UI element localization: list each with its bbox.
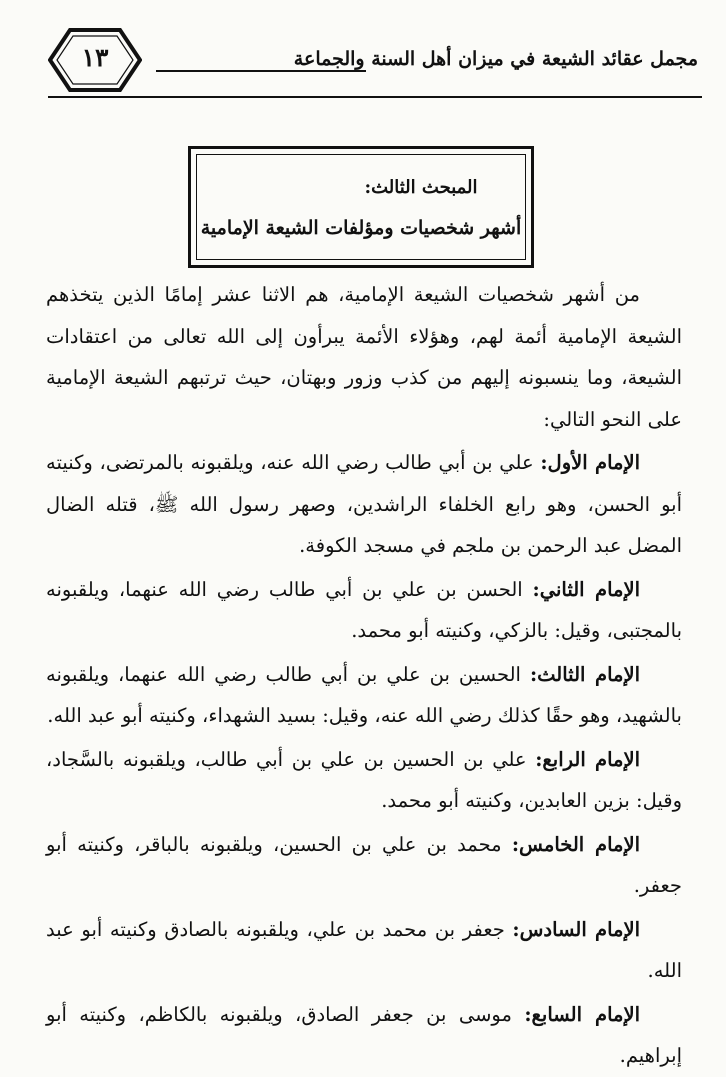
header-rule <box>48 96 702 98</box>
imam-name: الإمام الخامس: <box>511 832 640 856</box>
imam-name: الإمام الأول: <box>540 451 640 474</box>
imam-paragraph-5 <box>46 824 682 907</box>
intro-paragraph: من أشهر شخصيات الشيعة الإمامية، هم الاثنا عشر إمامًا الذين يتخذهم الشيعة الإمامية أئمة لهم، وهؤلاء الأئمة يبرأون إلى الله تعالى من اعتقادات الشيعة، وما ينسبونه إليهم من كذب وزور وبهتان، حيث ترتبهم الشيعة الإمامية على النحو التالي: <box>46 283 682 431</box>
running-title: مجمل عقائد الشيعة في ميزان أهل السنة والجماعة <box>293 48 698 70</box>
imam-paragraph-1 <box>46 442 682 567</box>
imam-name: الإمام الثاني: <box>532 577 640 601</box>
section-title-box-inner-frame <box>196 154 526 260</box>
imam-description: محمد بن علي بن الحسين، ويلقبونه بالباقر، وكنيته أبو جعفر. <box>46 832 682 897</box>
page-header <box>28 20 698 98</box>
imam-paragraph-4 <box>46 739 682 822</box>
imam-name: الإمام السادس: <box>512 917 640 941</box>
imam-paragraph-3 <box>46 654 682 737</box>
imam-name: الإمام الرابع: <box>535 747 640 771</box>
imam-paragraph-2 <box>46 569 682 652</box>
imam-description: علي بن الحسين بن علي بن أبي طالب، ويلقبونه بالسَّجاد، وقيل: بزين العابدين، وكنيته أبو محمد. <box>46 747 682 812</box>
imam-description: علي بن أبي طالب رضي الله عنه، ويلقبونه بالمرتضى، وكنيته أبو الحسن، وهو رابع الخلفاء الراشدين، وصهر رسول الله ﷺ، قتله الضال المضل عبد الرحمن بن ملجم في مسجد الكوفة. <box>46 451 682 557</box>
page-number-badge <box>48 28 142 92</box>
section-heading: المبحث الثالث: <box>364 177 478 198</box>
imam-description: جعفر بن محمد بن علي، ويلقبونه بالصادق وكنيته أبو عبد الله. <box>46 917 682 982</box>
imam-description: الحسن بن علي بن أبي طالب رضي الله عنهما، ويلقبونه بالمجتبى، وقيل: بالزكي، وكنيته أبو محمد. <box>46 577 682 642</box>
imam-paragraph-7 <box>46 994 682 1077</box>
imam-name: الإمام الثالث: <box>529 662 640 686</box>
imam-description: موسى بن جعفر الصادق، ويلقبونه بالكاظم، وكنيته أبو إبراهيم. <box>46 1002 682 1067</box>
imam-description: الحسين بن علي بن أبي طالب رضي الله عنهما، ويلقبونه بالشهيد، وهو حقًا كذلك رضي الله عنه، وقيل: بسيد الشهداء، وكنيته أبو عبد الله. <box>46 662 682 727</box>
section-title: أشهر شخصيات ومؤلفات الشيعة الإمامية <box>200 217 522 239</box>
section-title-box <box>188 146 534 268</box>
imam-paragraph-6 <box>46 909 682 992</box>
header-dash-line <box>156 70 366 72</box>
imam-name: الإمام السابع: <box>524 1002 640 1026</box>
page-number: ١٣ <box>81 43 109 72</box>
page-body <box>46 274 682 1077</box>
